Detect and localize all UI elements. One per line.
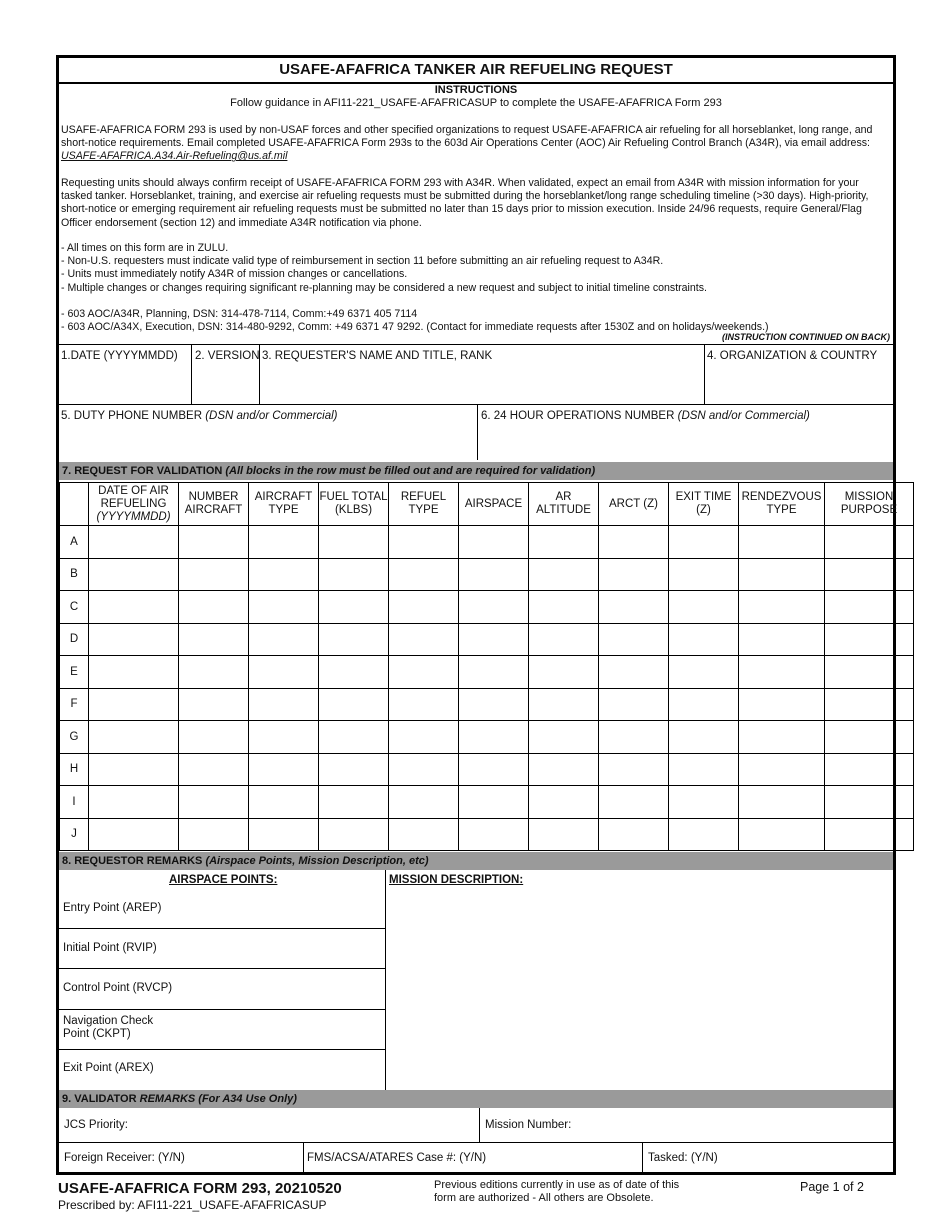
table-row	[60, 753, 914, 786]
ops-number-note: (DSN and/or Commercial)	[677, 410, 810, 422]
table-cell[interactable]	[89, 591, 179, 624]
table-cell[interactable]	[739, 786, 825, 819]
table-cell[interactable]	[529, 688, 599, 721]
ops-number-field-label[interactable]	[481, 410, 810, 422]
table-cell[interactable]	[179, 526, 249, 559]
section-8-note: (Airspace Points, Mission Description, etc)	[205, 855, 429, 867]
table-cell[interactable]	[599, 721, 669, 754]
table-row	[60, 818, 914, 851]
entry-point-field[interactable]: Entry Point (AREP)	[63, 902, 162, 914]
table-cell[interactable]	[179, 753, 249, 786]
section-7-title: 7. REQUEST FOR VALIDATION	[62, 465, 226, 477]
table-cell[interactable]	[389, 688, 459, 721]
col-rendezvous-type: RENDEZVOUS TYPE	[739, 483, 825, 526]
table-cell[interactable]	[389, 558, 459, 591]
table-cell[interactable]	[669, 623, 739, 656]
bullet-zulu: - All times on this form are in ZULU.	[61, 242, 229, 254]
table-cell[interactable]	[739, 753, 825, 786]
table-cell[interactable]	[89, 786, 179, 819]
duty-phone-label-text: 5. DUTY PHONE NUMBER	[61, 410, 206, 422]
table-cell[interactable]	[599, 786, 669, 819]
mission-number-field[interactable]: Mission Number:	[485, 1119, 572, 1131]
table-cell[interactable]	[825, 623, 914, 656]
table-cell[interactable]	[825, 688, 914, 721]
table-row	[60, 526, 914, 559]
table-cell[interactable]	[599, 656, 669, 689]
row-label: D	[60, 623, 89, 656]
table-cell[interactable]	[669, 558, 739, 591]
table-cell[interactable]	[319, 818, 389, 851]
col-arct: ARCT (Z)	[599, 483, 669, 526]
row-label: I	[60, 786, 89, 819]
table-cell[interactable]	[179, 656, 249, 689]
navigation-check-point-field[interactable]: Navigation Check Point (CKPT)	[63, 1015, 154, 1040]
previous-editions-line2: form are authorized - All others are Obsolete.	[434, 1192, 654, 1204]
section-9-title: 9. VALIDATOR	[62, 1093, 140, 1105]
table-cell[interactable]	[529, 526, 599, 559]
table-cell[interactable]	[825, 656, 914, 689]
table-cell[interactable]	[319, 526, 389, 559]
version-field-label[interactable]: 2. VERSION	[195, 350, 260, 362]
table-cell[interactable]	[739, 688, 825, 721]
table-cell[interactable]	[529, 721, 599, 754]
table-cell[interactable]	[669, 688, 739, 721]
table-cell[interactable]	[179, 818, 249, 851]
table-cell[interactable]	[599, 623, 669, 656]
date-field-label[interactable]: 1.DATE (YYYYMMDD)	[61, 350, 178, 362]
table-cell[interactable]	[825, 721, 914, 754]
contact-planning: - 603 AOC/A34R, Planning, DSN: 314-478-7114, Comm:+49 6371 405 7114	[61, 308, 418, 320]
table-cell[interactable]	[249, 623, 319, 656]
table-row	[60, 688, 914, 721]
table-row	[60, 656, 914, 689]
table-cell[interactable]	[529, 558, 599, 591]
table-cell[interactable]	[529, 591, 599, 624]
requester-field-label[interactable]: 3. REQUESTER'S NAME AND TITLE, RANK	[262, 350, 493, 362]
section-8-header	[59, 852, 893, 870]
table-cell[interactable]	[669, 526, 739, 559]
mission-description-heading: MISSION DESCRIPTION:	[389, 874, 524, 886]
table-cell[interactable]	[529, 818, 599, 851]
table-cell[interactable]	[179, 591, 249, 624]
initial-point-field[interactable]: Initial Point (RVIP)	[63, 942, 157, 954]
table-row	[60, 558, 914, 591]
airspace-points-heading: AIRSPACE POINTS:	[169, 874, 278, 886]
instructions-subheading: Follow guidance in AFI11-221_USAFE-AFAFRICASUP to complete the USAFE-AFAFRICA Form 293	[230, 97, 722, 109]
instructions-bullets	[61, 242, 891, 295]
table-cell[interactable]	[739, 558, 825, 591]
instruction-continued-note: (INSTRUCTION CONTINUED ON BACK)	[722, 332, 890, 342]
col-date-line3: (YYYYMMDD)	[96, 510, 171, 523]
table-cell[interactable]	[459, 721, 529, 754]
table-cell[interactable]	[319, 786, 389, 819]
section-7-note: (All blocks in the row must be filled out and are required for validation)	[225, 465, 596, 477]
table-cell[interactable]	[739, 818, 825, 851]
table-cell[interactable]	[669, 753, 739, 786]
table-cell[interactable]	[389, 591, 459, 624]
ops-number-label-text: 6. 24 HOUR OPERATIONS NUMBER	[481, 410, 678, 422]
table-cell[interactable]	[459, 688, 529, 721]
row-label: B	[60, 558, 89, 591]
table-cell[interactable]	[669, 721, 739, 754]
col-exit-time: EXIT TIME (Z)	[669, 483, 739, 526]
table-cell[interactable]	[389, 526, 459, 559]
table-header-row	[60, 483, 914, 526]
table-cell[interactable]	[249, 558, 319, 591]
table-cell[interactable]	[249, 818, 319, 851]
form-id: USAFE-AFAFRICA FORM 293, 20210520	[58, 1180, 342, 1197]
organization-field-label[interactable]: 4. ORGANIZATION & COUNTRY	[707, 350, 878, 362]
table-row	[60, 591, 914, 624]
table-row	[60, 721, 914, 754]
refueling-request-form	[56, 55, 896, 1175]
table-cell[interactable]	[89, 753, 179, 786]
page-number: Page 1 of 2	[800, 1180, 864, 1194]
col-row-label	[60, 483, 89, 526]
bullet-notify: - Units must immediately notify A34R of mission changes or cancellations.	[61, 268, 408, 281]
table-cell[interactable]	[599, 591, 669, 624]
table-cell[interactable]	[825, 818, 914, 851]
table-cell[interactable]	[529, 656, 599, 689]
section-8-title: 8. REQUESTOR REMARKS	[62, 855, 206, 867]
table-cell[interactable]	[389, 753, 459, 786]
table-cell[interactable]	[599, 818, 669, 851]
table-cell[interactable]	[459, 591, 529, 624]
table-cell[interactable]	[529, 623, 599, 656]
table-cell[interactable]	[459, 786, 529, 819]
contacts	[61, 308, 891, 334]
table-cell[interactable]	[389, 786, 459, 819]
col-aircraft-type: AIRCRAFT TYPE	[249, 483, 319, 526]
table-cell[interactable]	[249, 591, 319, 624]
table-cell[interactable]	[825, 526, 914, 559]
section-7-header	[59, 462, 893, 480]
table-cell[interactable]	[319, 656, 389, 689]
row-label: G	[60, 721, 89, 754]
table-cell[interactable]	[319, 558, 389, 591]
table-cell[interactable]	[599, 688, 669, 721]
table-cell[interactable]	[389, 818, 459, 851]
instructions-paragraph-1	[61, 124, 891, 164]
jcs-priority-field[interactable]: JCS Priority:	[64, 1119, 128, 1131]
table-cell[interactable]	[319, 591, 389, 624]
table-cell[interactable]	[459, 558, 529, 591]
table-cell[interactable]	[89, 688, 179, 721]
table-cell[interactable]	[739, 721, 825, 754]
email-link[interactable]: USAFE-AFAFRICA.A34.Air-Refueling@us.af.mil	[61, 150, 288, 163]
duty-phone-note: (DSN and/or Commercial)	[205, 410, 338, 422]
table-cell[interactable]	[249, 753, 319, 786]
row-label: A	[60, 526, 89, 559]
table-cell[interactable]	[319, 623, 389, 656]
table-cell[interactable]	[389, 623, 459, 656]
table-cell[interactable]	[529, 753, 599, 786]
table-row	[60, 786, 914, 819]
col-date-line1: DATE OF AIR	[98, 484, 169, 497]
table-cell[interactable]	[319, 688, 389, 721]
table-cell[interactable]	[249, 656, 319, 689]
contact-execution: - 603 AOC/A34X, Execution, DSN: 314-480-9292, Comm: +49 6371 47 9292. (Contact for immediate requests after 1530Z and on holidays/weekends.)	[61, 321, 769, 334]
table-cell[interactable]	[89, 721, 179, 754]
instructions-heading: INSTRUCTIONS	[434, 84, 518, 96]
table-cell[interactable]	[319, 753, 389, 786]
col-airspace: AIRSPACE	[459, 483, 529, 526]
section-9-note: REMARKS (For A34 Use Only)	[139, 1093, 297, 1105]
table-cell[interactable]	[459, 526, 529, 559]
row-label: H	[60, 753, 89, 786]
table-cell[interactable]	[179, 558, 249, 591]
table-cell[interactable]	[249, 688, 319, 721]
previous-editions-note	[434, 1179, 704, 1205]
exit-point-field[interactable]: Exit Point (AREX)	[63, 1062, 154, 1074]
control-point-field[interactable]: Control Point (RVCP)	[63, 982, 173, 994]
table-row	[60, 623, 914, 656]
table-cell[interactable]	[249, 526, 319, 559]
instructions-paragraph-2: Requesting units should always confirm receipt of USAFE-AFAFRICA FORM 293 with A34R. When validated, expect an email from A34R with mission information for your tasked tanker. Horseblanket, training, and exercise air refueling requests must be submitted during the horseblanket/long range scheduling timeline (>30 days). High-priority, short-notice or emerging requirement air refueling requests must be submitted no later than 15 days prior to mission execution. Inside 24/96 requests, require General/Flag Officer endorsement (section 12) and immediate A34R notification via phone.	[61, 177, 869, 229]
col-date	[89, 483, 179, 526]
table-cell[interactable]	[599, 558, 669, 591]
col-fuel-total: FUEL TOTAL (KLBS)	[319, 483, 389, 526]
section-9-header	[59, 1090, 893, 1108]
bullet-changes: - Multiple changes or changes requiring significant re-planning may be considered a new request and subject to initial timeline constraints.	[61, 281, 707, 294]
prescribed-by: Prescribed by: AFI11-221_USAFE-AFAFRICASUP	[58, 1198, 327, 1212]
table-cell[interactable]	[459, 623, 529, 656]
table-cell[interactable]	[179, 786, 249, 819]
paragraph-1-text: USAFE-AFAFRICA FORM 293 is used by non-USAF forces and other specified organizations to request USAFE-AFAFRICA air refueling for all horseblanket, long range, and short-notice requirements. Email completed USAFE-AFAFRICA Form 293s to the 603d Air Operations Center (AOC) Air Refueling Control Branch (A34R), via email address:	[61, 124, 873, 150]
table-cell[interactable]	[389, 656, 459, 689]
table-cell[interactable]	[739, 591, 825, 624]
foreign-receiver-field[interactable]: Foreign Receiver: (Y/N)	[64, 1152, 185, 1164]
table-cell[interactable]	[179, 623, 249, 656]
table-cell[interactable]	[89, 623, 179, 656]
table-cell[interactable]	[459, 753, 529, 786]
table-cell[interactable]	[389, 721, 459, 754]
bullet-reimbursement: - Non-U.S. requesters must indicate valid type of reimbursement in section 11 before submitting an air refueling request to A34R.	[61, 255, 664, 268]
duty-phone-field-label[interactable]	[61, 410, 337, 422]
row-label: J	[60, 818, 89, 851]
table-cell[interactable]	[739, 526, 825, 559]
validation-table-body	[60, 526, 914, 851]
table-cell[interactable]	[89, 558, 179, 591]
table-cell[interactable]	[825, 591, 914, 624]
validation-table	[59, 482, 914, 851]
table-cell[interactable]	[179, 688, 249, 721]
col-ar-altitude: AR ALTITUDE	[529, 483, 599, 526]
table-cell[interactable]	[179, 721, 249, 754]
table-cell[interactable]	[739, 623, 825, 656]
table-cell[interactable]	[459, 818, 529, 851]
col-number-aircraft: NUMBER AIRCRAFT	[179, 483, 249, 526]
table-cell[interactable]	[529, 786, 599, 819]
tasked-field[interactable]: Tasked: (Y/N)	[648, 1152, 718, 1164]
table-cell[interactable]	[669, 818, 739, 851]
fms-case-field[interactable]: FMS/ACSA/ATARES Case #: (Y/N)	[307, 1152, 487, 1164]
table-cell[interactable]	[89, 656, 179, 689]
row-label: F	[60, 688, 89, 721]
table-cell[interactable]	[89, 526, 179, 559]
table-cell[interactable]	[739, 656, 825, 689]
table-cell[interactable]	[249, 786, 319, 819]
table-cell[interactable]	[89, 818, 179, 851]
col-mission-purpose: MISSION PURPOSE	[825, 483, 914, 526]
row-label: C	[60, 591, 89, 624]
table-cell[interactable]	[319, 721, 389, 754]
form-title: USAFE-AFAFRICA TANKER AIR REFUELING REQUEST	[59, 58, 893, 84]
table-cell[interactable]	[669, 656, 739, 689]
table-cell[interactable]	[825, 786, 914, 819]
table-cell[interactable]	[459, 656, 529, 689]
table-cell[interactable]	[249, 721, 319, 754]
table-cell[interactable]	[825, 753, 914, 786]
table-cell[interactable]	[825, 558, 914, 591]
table-cell[interactable]	[669, 786, 739, 819]
row-label: E	[60, 656, 89, 689]
table-cell[interactable]	[599, 753, 669, 786]
table-cell[interactable]	[669, 591, 739, 624]
previous-editions-line1: Previous editions currently in use as of date of this	[434, 1179, 680, 1191]
col-refuel-type: REFUEL TYPE	[389, 483, 459, 526]
col-date-line2: REFUELING	[100, 497, 167, 510]
table-cell[interactable]	[599, 526, 669, 559]
